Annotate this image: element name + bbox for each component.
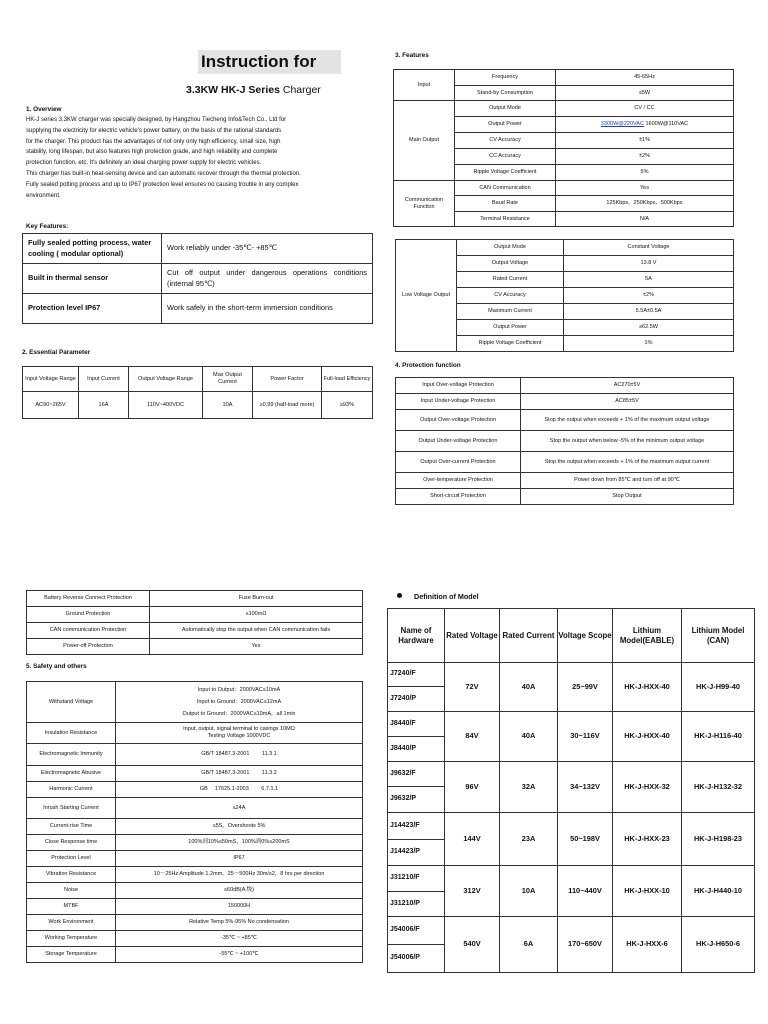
safety-heading: 5. Safety and others — [26, 663, 87, 670]
column-header: Name of Hardware — [388, 609, 445, 663]
row-value: 45-65Hz — [556, 70, 734, 86]
row-label: Current-rise Time — [27, 819, 116, 835]
row-label: Storage Temperature — [27, 947, 116, 963]
hardware-name: J31210/F — [388, 866, 445, 892]
document-subtitle — [186, 84, 321, 96]
row-value: 1% — [564, 336, 734, 352]
table-row — [394, 70, 734, 86]
row-value: 100%到10%≤50mS，100%到0%≤200mS — [116, 835, 363, 851]
row-label: CV Accuracy — [455, 133, 556, 149]
row-value: ≤60dB(A 级) — [116, 883, 363, 899]
model-eable: HK-J-HXX-40 — [613, 712, 682, 762]
table-cell: ≥0.99 (half-load more) — [253, 392, 322, 419]
row-value: N/A — [556, 212, 734, 227]
table-row — [27, 639, 363, 655]
row-value: 5% — [556, 165, 734, 181]
table-row — [27, 851, 363, 867]
rated-current: 40A — [500, 663, 558, 712]
table-row — [27, 798, 363, 819]
model-can: HK-J-H116-40 — [682, 712, 755, 762]
group-label: Low Voltage Output — [396, 240, 457, 352]
row-value: Constant Voltage — [564, 240, 734, 256]
row-value: Relative Temp 5%-95% No condensation — [116, 915, 363, 931]
voltage-scope: 34~132V — [558, 762, 613, 813]
row-value: GB/T 18487.3-2001 11.3.1 — [116, 744, 363, 766]
table-row — [396, 473, 734, 489]
key-feature-value: Work safely in the short-term immersion conditions — [162, 294, 373, 324]
row-value: 5.5A±0.5A — [564, 304, 734, 320]
row-label: Maximum Current — [457, 304, 564, 320]
row-label: Insulation Resistance — [27, 723, 116, 744]
row-label: Power-off Protection — [27, 639, 150, 655]
column-header: Input Current — [79, 367, 129, 392]
row-value — [556, 117, 734, 133]
rated-current: 32A — [500, 762, 558, 813]
table-row — [27, 607, 363, 623]
row-label: Input Over-voltage Protection — [396, 378, 521, 394]
overview-heading: 1. Overview — [26, 106, 62, 113]
row-value: IP67 — [116, 851, 363, 867]
row-label: Close Response time — [27, 835, 116, 851]
table-row — [396, 431, 734, 452]
column-header: Full-load Efficiency — [322, 367, 373, 392]
row-label: Output Mode — [455, 101, 556, 117]
value-line: Testing Voltage 1000VDC — [207, 733, 271, 739]
row-label: Ripple Voltage Coefficient — [455, 165, 556, 181]
table-row — [27, 899, 363, 915]
table-row — [23, 234, 373, 264]
table-row — [23, 294, 373, 324]
table-row — [23, 367, 373, 392]
row-label: MTBF — [27, 899, 116, 915]
table-cell: ≥93% — [322, 392, 373, 419]
voltage-scope: 110~440V — [558, 866, 613, 917]
row-label: Withstand Voltage — [27, 682, 116, 723]
rated-voltage: 84V — [445, 712, 500, 762]
hardware-name: J31210/P — [388, 892, 445, 917]
row-label: Stand-by Consumption — [455, 86, 556, 101]
table-row — [27, 766, 363, 782]
row-value: 10～25Hz Amplitude 1.2mm，25～500Hz 30m/s2，8 hrs per direction — [116, 867, 363, 883]
protection-heading: 4. Protection function — [395, 362, 461, 369]
hardware-name: J14423/P — [388, 840, 445, 866]
row-value: 5A — [564, 272, 734, 288]
column-header: Output Voltage Range — [129, 367, 203, 392]
table-row — [27, 682, 363, 723]
essential-parameter-table — [22, 366, 373, 419]
row-value: Automatically stop the output when CAN communication fails — [150, 623, 363, 639]
row-value: AC85±5V — [521, 394, 734, 410]
row-value: Stop the output when exceeds + 1% of the maximum output voltage — [521, 410, 734, 431]
hardware-name: J8440/P — [388, 737, 445, 762]
hardware-name: J9632/F — [388, 762, 445, 787]
table-row — [27, 591, 363, 607]
row-value: CV / CC — [556, 101, 734, 117]
table-cell: 16A — [79, 392, 129, 419]
subtitle-rest: Charger — [279, 84, 321, 96]
table-row — [27, 947, 363, 963]
group-label: Input — [394, 70, 455, 101]
overview-paragraph — [26, 115, 378, 201]
table-row — [396, 378, 734, 394]
table-row — [388, 813, 755, 840]
table-row — [396, 489, 734, 505]
column-header: Rated Voltage — [445, 609, 500, 663]
row-label: Output Over-voltage Protection — [396, 410, 521, 431]
features-table — [393, 69, 734, 227]
row-value: AC270±5V — [521, 378, 734, 394]
model-can: HK-J-H440-10 — [682, 866, 755, 917]
row-label: CAN communication Protection — [27, 623, 150, 639]
model-eable: HK-J-HXX-10 — [613, 866, 682, 917]
overview-line: protection function, etc. It's definitely an ideal charging power supply for electric vehicles. — [26, 160, 262, 167]
row-label: Terminal Resistance — [455, 212, 556, 227]
row-value: Fuse Burn-out — [150, 591, 363, 607]
row-value: Yes — [150, 639, 363, 655]
hardware-name: J54006/P — [388, 945, 445, 973]
row-label: Output Power — [457, 320, 564, 336]
row-value: GB/T 18487.3-2001 11.3.2 — [116, 766, 363, 782]
table-row — [27, 623, 363, 639]
key-feature-name: Built in thermal sensor — [23, 264, 162, 294]
value-line: Output to Ground：2000VAC≤10mA，all 1min — [182, 711, 296, 717]
table-cell: 110V~400VDC — [129, 392, 203, 419]
table-row — [27, 819, 363, 835]
voltage-scope: 25~99V — [558, 663, 613, 712]
table-row — [27, 744, 363, 766]
hardware-name: J7240/F — [388, 663, 445, 687]
overview-line: supplying the electricity for electric vehicle's power battery, on the basis of the rational standards — [26, 127, 282, 134]
row-label: Short-circuit Protection — [396, 489, 521, 505]
table-row — [388, 866, 755, 892]
table-row — [394, 101, 734, 117]
row-label: CC Accuracy — [455, 149, 556, 165]
output-power-rest: 1600W@110VAC — [643, 121, 689, 128]
group-label: Main Output — [394, 101, 455, 181]
column-header: Max Output Current — [203, 367, 253, 392]
voltage-scope: 30~116V — [558, 712, 613, 762]
row-label: Harmonic Current — [27, 782, 116, 798]
row-label: Noise — [27, 883, 116, 899]
row-label: Output Power — [455, 117, 556, 133]
row-value: -35℃ ~ +85℃ — [116, 931, 363, 947]
model-heading: Definition of Model — [414, 592, 479, 601]
hardware-name: J7240/P — [388, 687, 445, 712]
row-label: Ground Protection — [27, 607, 150, 623]
model-can: HK-J-H650-6 — [682, 917, 755, 973]
document-title: Instruction for — [198, 50, 341, 74]
voltage-scope: 50~198V — [558, 813, 613, 866]
low-voltage-table — [395, 239, 734, 352]
value-line: Input, output, signal terminal to casings 10MΩ — [183, 726, 295, 733]
value-line: Input to Output：2000VAC≤10mA — [197, 687, 281, 693]
output-power-link[interactable]: 3300W@220VAC — [600, 121, 644, 128]
row-label: Input Under-voltage Protection — [396, 394, 521, 410]
row-value: ≤5W — [556, 86, 734, 101]
column-header: Lithium Model (CAN) — [682, 609, 755, 663]
row-value: ≥62.5W — [564, 320, 734, 336]
row-label: CV Accuracy — [457, 288, 564, 304]
overview-line: HK-J series 3.3KW charger was specially designed, by Hangzhou Tiecheng Info&Tech Co., Ltd for — [26, 117, 287, 123]
model-can: HK-J-H132-32 — [682, 762, 755, 813]
table-row — [27, 867, 363, 883]
row-value: ±2% — [556, 149, 734, 165]
rated-voltage: 540V — [445, 917, 500, 973]
key-feature-name: Protection level IP67 — [23, 294, 162, 324]
model-eable: HK-J-HXX-23 — [613, 813, 682, 866]
model-eable: HK-J-HXX-32 — [613, 762, 682, 813]
table-row — [396, 394, 734, 410]
row-value: ≤5S，Overshoots 5% — [116, 819, 363, 835]
model-table — [387, 608, 755, 973]
table-row — [388, 663, 755, 687]
model-can: HK-J-H198-23 — [682, 813, 755, 866]
voltage-scope: 170~650V — [558, 917, 613, 973]
rated-voltage: 312V — [445, 866, 500, 917]
column-header: Lithium Model(EABLE) — [613, 609, 682, 663]
overview-line: This charger has built-in heat-sensing device and can automatic recover through the thermal protection. — [26, 170, 301, 177]
row-label: Battery Reverse Connect Protection — [27, 591, 150, 607]
row-label: Frequency — [455, 70, 556, 86]
hardware-name: J14423/F — [388, 813, 445, 840]
table-row — [396, 240, 734, 256]
row-label: Protection Level — [27, 851, 116, 867]
value-line: Input to Ground：2000VAC≤12mA — [196, 699, 282, 705]
row-value: Yes — [556, 181, 734, 196]
row-value: 150000H — [116, 899, 363, 915]
row-label: Baud Rate — [455, 196, 556, 212]
overview-line: stability, long lifespan, but also features high protection grade, and high reliability and complete — [26, 149, 278, 156]
table-row — [27, 723, 363, 744]
key-features-heading: Key Features: — [26, 223, 69, 230]
column-header: Voltage Scope — [558, 609, 613, 663]
row-value: Stop the output when below -5% of the minimum output voltage — [521, 431, 734, 452]
row-label: Vibration Resistance — [27, 867, 116, 883]
table-row — [27, 931, 363, 947]
row-label: Inrush Starting Current — [27, 798, 116, 819]
rated-voltage: 96V — [445, 762, 500, 813]
row-value: -55℃ ~ +100℃ — [116, 947, 363, 963]
table-row — [27, 883, 363, 899]
row-value: ±2% — [564, 288, 734, 304]
table-row — [396, 452, 734, 473]
row-value: ≤24A — [116, 798, 363, 819]
rated-current: 10A — [500, 866, 558, 917]
row-value: ≤100mΩ — [150, 607, 363, 623]
subtitle-series: 3.3KW HK-J Series — [186, 84, 280, 96]
protection-table — [395, 377, 734, 505]
table-row — [388, 762, 755, 787]
row-label: Ripple Voltage Coefficient — [457, 336, 564, 352]
row-label: Rated Current — [457, 272, 564, 288]
safety-table — [26, 681, 363, 963]
row-value: GB 17625.1-2003 6.7.1.1 — [116, 782, 363, 798]
table-row — [394, 181, 734, 196]
table-row — [27, 915, 363, 931]
rated-voltage: 144V — [445, 813, 500, 866]
row-value: Stop Output — [521, 489, 734, 505]
protection-continued-table — [26, 590, 363, 655]
table-cell: AC90~265V — [23, 392, 79, 419]
key-feature-value: Cut off output under dangerous operations conditions (internal 95℃) — [162, 264, 373, 294]
row-value: Stop the output when exceeds + 1% of the maximum output current — [521, 452, 734, 473]
row-value — [116, 723, 363, 744]
row-value: 125Kbps、250Kbps、500Kbps — [556, 196, 734, 212]
hardware-name: J54006/F — [388, 917, 445, 945]
table-row — [388, 609, 755, 663]
overview-line: Fully sealed potting process and up to IP67 protection level ensures no causing trouble in any complex — [26, 181, 299, 188]
row-label: Working Temperature — [27, 931, 116, 947]
row-label: Work Environment — [27, 915, 116, 931]
row-label: Output Under-voltage Protection — [396, 431, 521, 452]
table-row — [23, 392, 373, 419]
row-value — [116, 682, 363, 723]
table-row — [388, 712, 755, 737]
overview-line: environment. — [26, 192, 61, 199]
rated-current: 23A — [500, 813, 558, 866]
key-feature-value: Work reliably under -35℃- +85℃ — [162, 234, 373, 264]
table-row — [388, 917, 755, 945]
model-eable: HK-J-HXX-40 — [613, 663, 682, 712]
essential-heading: 2. Essential Parameter — [22, 349, 91, 356]
rated-voltage: 72V — [445, 663, 500, 712]
row-label: Output Mode — [457, 240, 564, 256]
key-features-table — [22, 233, 373, 324]
hardware-name: J9632/P — [388, 787, 445, 813]
row-label: Electromagnetic Immunity — [27, 744, 116, 766]
table-row — [27, 835, 363, 851]
bullet-icon — [397, 593, 402, 598]
model-eable: HK-J-HXX-6 — [613, 917, 682, 973]
row-label: Output Over-current Protection — [396, 452, 521, 473]
key-feature-name: Fully sealed potting process, water cooling ( modular optional) — [23, 234, 162, 264]
column-header: Input Voltage Range — [23, 367, 79, 392]
group-label: Communication Function — [394, 181, 455, 227]
row-label: Output Voltage — [457, 256, 564, 272]
model-can: HK-J-H99-40 — [682, 663, 755, 712]
overview-line: for the charger. This product has the advantages of not only only high efficiency, small size, high — [26, 138, 281, 145]
row-value: Power down from 85℃ and turn off at 90℃ — [521, 473, 734, 489]
column-header: Power Factor — [253, 367, 322, 392]
hardware-name: J8440/F — [388, 712, 445, 737]
row-label: Electromagnetic Abusive — [27, 766, 116, 782]
row-label: CAN Communication — [455, 181, 556, 196]
table-row — [27, 782, 363, 798]
table-row — [23, 264, 373, 294]
table-row — [396, 410, 734, 431]
row-value: ±1% — [556, 133, 734, 149]
row-value: 13.8 V — [564, 256, 734, 272]
rated-current: 40A — [500, 712, 558, 762]
table-cell: 10A — [203, 392, 253, 419]
row-label: Over-temperature Protection — [396, 473, 521, 489]
column-header: Rated Current — [500, 609, 558, 663]
features-heading: 3. Features — [395, 52, 429, 59]
rated-current: 6A — [500, 917, 558, 973]
